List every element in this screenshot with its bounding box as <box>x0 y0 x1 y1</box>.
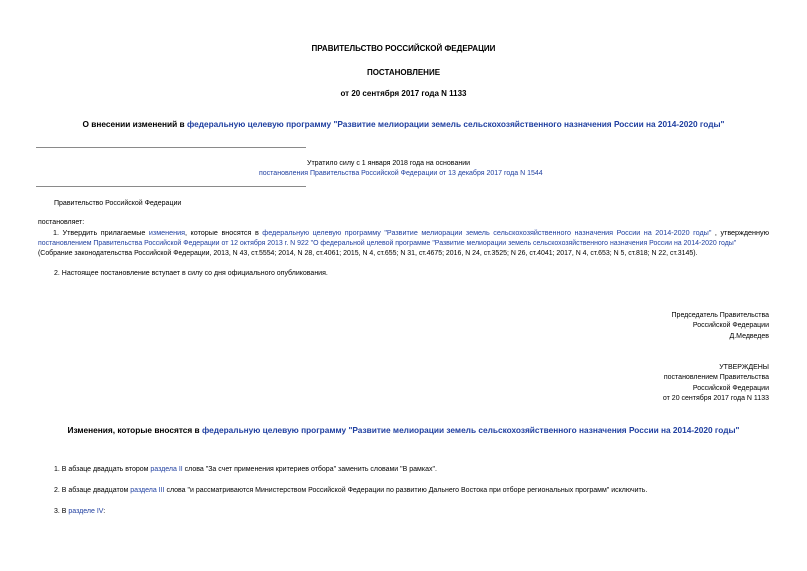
section-2-link[interactable]: раздела II <box>150 466 183 473</box>
changes-title <box>0 425 807 435</box>
item2-text: 2. Настоящее постановление вступает в силу со дня официального опубликования. <box>54 270 328 277</box>
item1-line1: 1. Утвердить прилагаемые изменения, которые вносятся в федеральную целевую программу "Развитие мелиорации земель сельскохозяйственного назначения России на 2014-2020 годы" , утвержденную <box>53 228 769 237</box>
resolution-922-link[interactable]: постановлением Правительства Российской Федерации от 12 октября 2013 г. N 922 "О федеральной целевой программе "Развитие мелиорации земель сельскохозяйственного назначения России на 2014-2020 годы" <box>38 240 737 247</box>
program-link-2[interactable]: федеральную целевую программу "Развитие мелиорации земель сельскохозяйственного назначения России на 2014-2020 годы" <box>262 228 712 237</box>
change-item-1: 1. В абзаце двадцать втором раздела II слова "За счет применения критериев отбора" заменить словами "В рамках". <box>54 466 437 473</box>
change-item-2: 2. В абзаце двадцатом раздела III слова "и рассматриваются Министерством Российской Федерации по развитию Дальнего Востока при отборе региональных программ" исключить. <box>54 487 648 494</box>
signature-title: Председатель Правительства <box>671 312 769 319</box>
approval-line3: Российской Федерации <box>692 385 769 392</box>
signature-org: Российской Федерации <box>692 322 769 329</box>
approval-line2: постановлением Правительства <box>663 374 769 381</box>
program-link[interactable]: федеральную целевую программу "Развитие мелиорации земель сельскохозяйственного назначения России на 2014-2020 годы" <box>186 119 725 129</box>
section-4-link[interactable]: разделе IV <box>68 508 104 515</box>
changes-title-prefix: Изменения, которые вносятся в <box>67 425 202 435</box>
section-3-link[interactable]: раздела III <box>130 487 165 494</box>
government-subject: Правительство Российской Федерации <box>54 200 182 207</box>
government-heading: ПРАВИТЕЛЬСТВО РОССИЙСКОЙ ФЕДЕРАЦИИ <box>311 44 496 53</box>
approval-date-number: от 20 сентября 2017 года N 1133 <box>662 395 769 402</box>
item1-line3: (Собрание законодательства Российской Федерации, 2013, N 43, ст.5554; 2014, N 28, ст.4061; 2015, N 4, ст.655; N 31, ст.4675; 2016, N 24, ст.3525; N 26, ст.4041; 2017, N 4, ст.653; N 5, ст.818; N 22, ст.3145). <box>38 250 698 257</box>
document-type-heading: ПОСТАНОВЛЕНИЕ <box>366 68 441 77</box>
changes-program-link[interactable]: федеральную целевую программу "Развитие мелиорации земель сельскохозяйственного назначения России на 2014-2020 годы" <box>201 425 740 435</box>
top-divider <box>36 147 306 148</box>
expiry-notice-text: Утратило силу с 1 января 2018 года на основании <box>307 160 471 167</box>
signature-name: Д.Медведев <box>729 333 769 340</box>
expiry-notice-link[interactable]: постановления Правительства Российской Федерации от 13 декабря 2017 года N 1544 <box>259 170 543 177</box>
change-item-3: 3. В разделе IV: <box>54 508 106 515</box>
approval-label: УТВЕРЖДЕНЫ <box>719 364 769 371</box>
document-title <box>0 119 807 129</box>
document-date-number: от 20 сентября 2017 года N 1133 <box>340 89 467 98</box>
changes-link[interactable]: изменения <box>148 228 185 237</box>
bottom-divider <box>36 186 306 187</box>
document-title-prefix: О внесении изменений в <box>82 119 187 129</box>
decides-label: постановляет: <box>38 219 85 226</box>
